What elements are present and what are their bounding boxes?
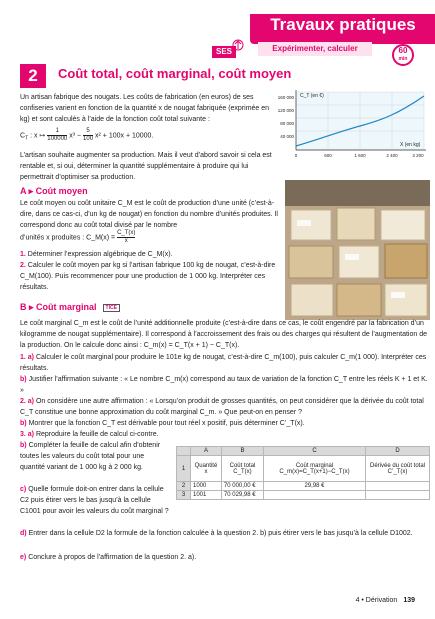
cell[interactable] <box>264 491 366 500</box>
column-letter: B <box>221 447 263 456</box>
ses-icon <box>232 38 244 50</box>
section-b-heading: B ▸ Coût marginal TICE <box>20 302 120 313</box>
header-cell[interactable]: Coût total C_T(x) <box>221 456 263 482</box>
section-title: Travaux pratiques <box>270 15 416 34</box>
subtitle-badge: Expérimenter, calculer <box>258 42 372 56</box>
section-a-heading: A ▸ Coût moyen <box>20 186 88 196</box>
header-row: 1 Quantité x Coût total C_T(x) Coût marginal C_m(x)=C_T(x+1)−C_T(x) Dérivée du coût total C’_T(x) <box>177 456 430 482</box>
duration-badge <box>392 44 414 66</box>
graph-xtick: 0 <box>294 153 298 158</box>
section-b-question-3c: c) Quelle formule doit-on entrer dans la cellule C2 puis étirer vers le bas jusqu’à la cellule C1001 pour avoir les valeurs du coût marginal ? <box>20 486 169 515</box>
duration-value: 60 <box>398 46 408 55</box>
average-cost-formula: d’unités x produites : C_M(x) = $\frac{C\_T(x)}{x}$ <box>20 230 136 244</box>
chapter-label: 4 • Dérivation <box>355 597 398 604</box>
graph-xtick: 3 200 <box>412 153 424 158</box>
section-a-question-1: 1. Déterminer l’expression algébrique de C_M(x). <box>20 251 173 258</box>
spreadsheet <box>176 446 430 500</box>
column-letter: C <box>264 447 366 456</box>
graph-ytick: 160 000 <box>278 95 294 100</box>
duration-unit: min <box>398 56 408 62</box>
graph-xtick: 600 <box>324 153 332 158</box>
graph-y-label: C_T (en €) <box>300 93 324 99</box>
section-b-question-3b: b) Compléter la feuille de calcul afin d’obtenir toutes les valeurs du coût total pour une quantité variant de 1 000 kg à 2 000 kg. <box>20 442 161 471</box>
graph-ytick: 120 000 <box>278 108 294 113</box>
section-b-question-2a: 2. a) On considère une autre affirmation : « Lorsqu’on produit de grosses quantités, on peut considérer que la dérivée du coût total C_T constitue une bonne approximation du coût marginal C_m. » Que peut-on en penser ? <box>20 398 424 416</box>
header-cell[interactable]: Dérivée du coût total C’_T(x) <box>366 456 430 482</box>
graph-ytick: 80 000 <box>280 121 294 126</box>
column-letter: D <box>366 447 430 456</box>
table-row: 2 1000 70 000,00 € 29,98 € <box>177 482 430 491</box>
section-b-question-3d: d) Entrer dans la cellule D2 la formule de la fonction calculée à la question 2. b) puis étirer vers le bas jusqu’à la cellule D1002. <box>20 530 413 537</box>
page-footer <box>356 597 415 604</box>
section-b-question-2b: b) Montrer que la fonction C_T est dérivable pour tout réel x positif, puis déterminer C’_T(x). <box>20 420 305 427</box>
section-b-question-1a: 1. a) Calculer le coût marginal pour produire le 101e kg de nougat, c’est-à-dire C_m(100), puis calculer C_m(1 000). Interpréter ces résultats. <box>20 354 427 372</box>
exercise-title: Coût total, coût marginal, coût moyen <box>58 66 292 81</box>
exercise-number: 2 <box>20 64 46 88</box>
section-b-paragraph: Le coût marginal C_m est le coût de l’unité additionnelle produite (c’est-à-dire dans ce cas, le coût engendré par la fabrication d’un kilogramme de nougat supplémentaire). Il correspond à l’accroissement des frais ou des charges qui résultent de l’augmentation de la production. On le calcule donc ainsi : C_m(x) = C_T(x + 1) − C_T(x). <box>20 320 428 349</box>
intro-paragraph: Un artisan fabrique des nougats. Les coûts de fabrication (en euros) de ses confiseries varient en fonction de la quantité x de nougat fabriquée (exprimée en kg) et sont calculés à l’aide de la fonction coût total suivante : <box>20 94 270 123</box>
column-letter: A <box>191 447 222 456</box>
page-number: 139 <box>403 597 415 604</box>
header-cell[interactable]: Coût marginal C_m(x)=C_T(x+1)−C_T(x) <box>264 456 366 482</box>
cell[interactable]: 70 029,98 € <box>221 491 263 500</box>
graph-x-label: X (en kg) <box>400 142 421 148</box>
cell[interactable]: 1000 <box>191 482 222 491</box>
cell[interactable]: 29,98 € <box>264 482 366 491</box>
section-b-question-3e: e) Conclure à propos de l’affirmation de la question 2. a). <box>20 554 197 561</box>
section-a-question-2: 2. Calculer le coût moyen par kg si l’artisan fabrique 100 kg de nougat, c’est-à-dire C_M(100). Puis recommencer pour une production de 1 000 kg. Interpréter ces résultats. <box>20 262 276 291</box>
nougat-photo <box>285 180 430 320</box>
cell[interactable] <box>366 491 430 500</box>
graph-xtick: 2 400 <box>386 153 398 158</box>
intro-paragraph-2: L’artisan souhaite augmenter sa production. Mais il veut d’abord savoir si cela est rentable et, si oui, déterminer la quantité supplémentaire à produire qui lui permettrait d’optimiser sa production. <box>20 152 272 181</box>
tice-badge: TICE <box>103 304 120 312</box>
cell[interactable]: 1001 <box>191 491 222 500</box>
column-letters-row <box>177 447 430 456</box>
section-a-paragraph: Le coût moyen ou coût unitaire C_M est le coût de production d’une unité (c’est-à-dire, dans ce cas-ci, d’un kg de nougat) en fonction du nombre d’unités produites. Il correspond donc au coût total divisé par le nombre <box>20 200 278 229</box>
graph-xtick: 1 600 <box>354 153 366 158</box>
table-row: 3 1001 70 029,98 € <box>177 491 430 500</box>
cost-function-formula: $C_T$ : x ↦ $\frac{1}{100000}$ x³ − $\frac{5}{100}$ x² + 100x + 10000. <box>20 128 154 142</box>
section-b-question-1b: b) Justifier l’affirmation suivante : « Le nombre C_m(x) correspond au taux de variation de la fonction C_T entre les réels K + 1 et K. » <box>20 376 428 394</box>
ses-tag: SES <box>212 46 236 58</box>
cost-graph <box>278 88 430 166</box>
header-cell[interactable]: Quantité x <box>191 456 222 482</box>
section-b-question-3a: 3. a) Reproduire la feuille de calcul ci-contre. <box>20 431 159 438</box>
cell[interactable] <box>366 482 430 491</box>
cell[interactable]: 70 000,00 € <box>221 482 263 491</box>
graph-ytick: 40 000 <box>280 134 294 139</box>
